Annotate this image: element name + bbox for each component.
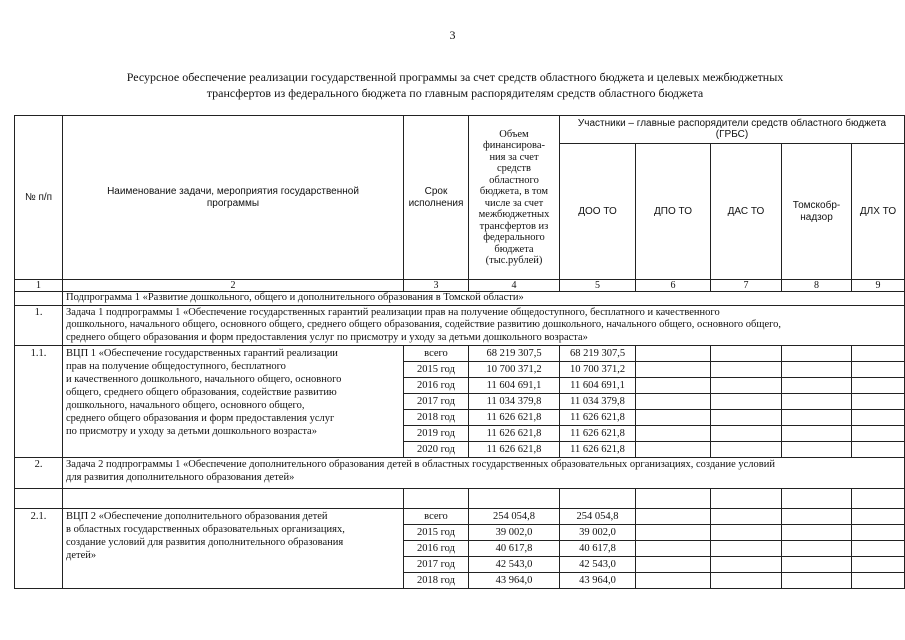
column-number: 3 [404, 280, 469, 292]
vcp-text-line: в областных государственных образовательных организациях, [66, 524, 345, 536]
header-sum-line: (тыс.рублей) [485, 255, 543, 266]
header-num: № п/п [15, 116, 63, 280]
vcp-number: 2.1. [15, 509, 63, 589]
doo-cell: 39 002,0 [560, 525, 636, 541]
total-cell: 11 626 621,8 [469, 410, 560, 426]
term-cell: 2016 год [404, 378, 469, 394]
term-cell: 2017 год [404, 557, 469, 573]
header-sum [469, 116, 560, 280]
blank-row [15, 489, 905, 509]
column-number: 1 [15, 280, 63, 292]
total-cell: 10 700 371,2 [469, 362, 560, 378]
column-number: 2 [63, 280, 404, 292]
total-cell: 11 034 379,8 [469, 394, 560, 410]
term-cell: 2019 год [404, 426, 469, 442]
task-text-line: дошкольного, начального общего, основного общего, среднего общего образования, содействие развитию дошкольного, начального общего, основного общего, [66, 319, 782, 331]
term-cell: 2016 год [404, 541, 469, 557]
header-term-line: исполнения [408, 197, 464, 209]
header-das: ДАС ТО [711, 144, 782, 280]
document-title [40, 69, 870, 101]
header-participants-line: Участники – главные распорядители средств областного бюджета [577, 118, 887, 129]
doo-cell: 40 617,8 [560, 541, 636, 557]
vcp-text-line: ВЦП 2 «Обеспечение дополнительного образования детей [66, 511, 328, 523]
header-dpo: ДПО ТО [636, 144, 711, 280]
header-term-line: Срок [424, 186, 448, 198]
vcp-text-line: среднего общего образования и форм предоставления услуг [66, 413, 335, 425]
task-row [15, 305, 905, 346]
total-cell: 40 617,8 [469, 541, 560, 557]
task-text-line: Задача 2 подпрограммы 1 «Обеспечение дополнительного образования детей в областных государственных образовательных организациях, создание условий [66, 459, 775, 471]
column-number: 9 [852, 280, 905, 292]
task-text [63, 305, 905, 346]
header-sum-line: межбюджетных [478, 209, 550, 220]
header-tomsk-line: надзор [800, 211, 833, 223]
vcp-text-line: дошкольного, начального общего, основного общего, [66, 400, 305, 412]
task-text-line: среднего общего образования и форм предоставления услуг по присмотру и уходу за детьми дошкольного возраста» [66, 331, 588, 343]
header-term [404, 116, 469, 280]
doo-cell: 10 700 371,2 [560, 362, 636, 378]
header-tomskobrnadzor [782, 144, 852, 280]
doo-cell: 11 626 621,8 [560, 442, 636, 458]
resource-table [14, 115, 905, 589]
total-cell: 43 964,0 [469, 573, 560, 589]
doo-cell: 11 034 379,8 [560, 394, 636, 410]
task-number: 2. [15, 458, 63, 489]
doo-cell: 11 604 691,1 [560, 378, 636, 394]
doo-cell: 43 964,0 [560, 573, 636, 589]
term-cell: 2015 год [404, 362, 469, 378]
doo-cell: 11 626 621,8 [560, 426, 636, 442]
subprogram-row [15, 292, 905, 306]
total-cell: 68 219 307,5 [469, 346, 560, 362]
doo-cell: 42 543,0 [560, 557, 636, 573]
page-number: 3 [449, 28, 456, 42]
table-row [15, 346, 905, 362]
vcp-text [63, 346, 404, 458]
header-sum-line: Объем [499, 128, 529, 140]
total-cell: 39 002,0 [469, 525, 560, 541]
term-cell: 2015 год [404, 525, 469, 541]
vcp-text-line: прав на получение общедоступного, бесплатного [66, 361, 286, 373]
table-row [15, 509, 905, 525]
total-cell: 11 604 691,1 [469, 378, 560, 394]
vcp-text-line: ВЦП 1 «Обеспечение государственных гарантий реализации [66, 348, 338, 360]
task-text-line: для развития дополнительного образования детей» [66, 471, 295, 483]
term-cell: всего [404, 509, 469, 525]
term-cell: всего [404, 346, 469, 362]
column-number-row [15, 280, 905, 292]
vcp-text-line: по присмотру и уходу за детьми дошкольного возраста» [66, 426, 317, 438]
vcp-number: 1.1. [15, 346, 63, 458]
header-sum-line: ния за счет [489, 151, 539, 163]
header-name-line: программы [206, 197, 260, 209]
header-sum-line: бюджета, в том [479, 186, 549, 197]
title-line: Ресурсное обеспечение реализации государственной программы за счет средств областного бюджета и целевых межбюджетных [126, 70, 784, 84]
column-number: 8 [782, 280, 852, 292]
column-number: 7 [711, 280, 782, 292]
column-number: 4 [469, 280, 560, 292]
total-cell: 254 054,8 [469, 509, 560, 525]
total-cell: 11 626 621,8 [469, 442, 560, 458]
title-line: трансфертов из федерального бюджета по главным распорядителям средств областного бюджета [206, 86, 704, 100]
header-sum-line: числе за счет [484, 197, 544, 209]
column-number: 5 [560, 280, 636, 292]
header-sum-line: бюджета [494, 243, 534, 255]
header-sum-line: финансирова- [482, 140, 546, 151]
term-cell: 2018 год [404, 573, 469, 589]
task-text-line: Задача 1 подпрограммы 1 «Обеспечение государственных гарантий реализации прав на получение общедоступного, бесплатного и качественного [66, 306, 720, 318]
total-cell: 11 626 621,8 [469, 426, 560, 442]
header-name-line: Наименование задачи, мероприятия государственной [107, 186, 359, 198]
term-cell: 2020 год [404, 442, 469, 458]
term-cell: 2018 год [404, 410, 469, 426]
doo-cell: 68 219 307,5 [560, 346, 636, 362]
term-cell: 2017 год [404, 394, 469, 410]
header-sum-line: трансфертов из [479, 220, 549, 232]
task-row [15, 458, 905, 489]
vcp-text-line: детей» [66, 550, 97, 562]
vcp-text-line: и качественного дошкольного, начального общего, основного [66, 374, 342, 386]
task-text [63, 458, 905, 489]
header-sum-line: средств [497, 163, 531, 174]
vcp-text-line: создание условий для развития дополнительного образования [66, 537, 344, 549]
column-number: 6 [636, 280, 711, 292]
doo-cell: 254 054,8 [560, 509, 636, 525]
header-participants [560, 116, 905, 144]
header-dlh: ДЛХ ТО [852, 144, 905, 280]
doo-cell: 11 626 621,8 [560, 410, 636, 426]
header-sum-line: федерального [483, 232, 545, 243]
header-doo: ДОО ТО [560, 144, 636, 280]
header-tomsk-line: Томскобр- [792, 200, 841, 212]
vcp-text-line: общего, среднего общего образования, содействие развитию [66, 387, 337, 399]
header-name [63, 116, 404, 280]
vcp-text [63, 509, 404, 589]
header-sum-line: областного [489, 174, 539, 186]
task-number: 1. [15, 305, 63, 346]
subprogram-title: Подпрограмма 1 «Развитие дошкольного, общего и дополнительного образования в Томской области» [63, 292, 905, 306]
header-participants-line: (ГРБС) [715, 129, 749, 141]
total-cell: 42 543,0 [469, 557, 560, 573]
